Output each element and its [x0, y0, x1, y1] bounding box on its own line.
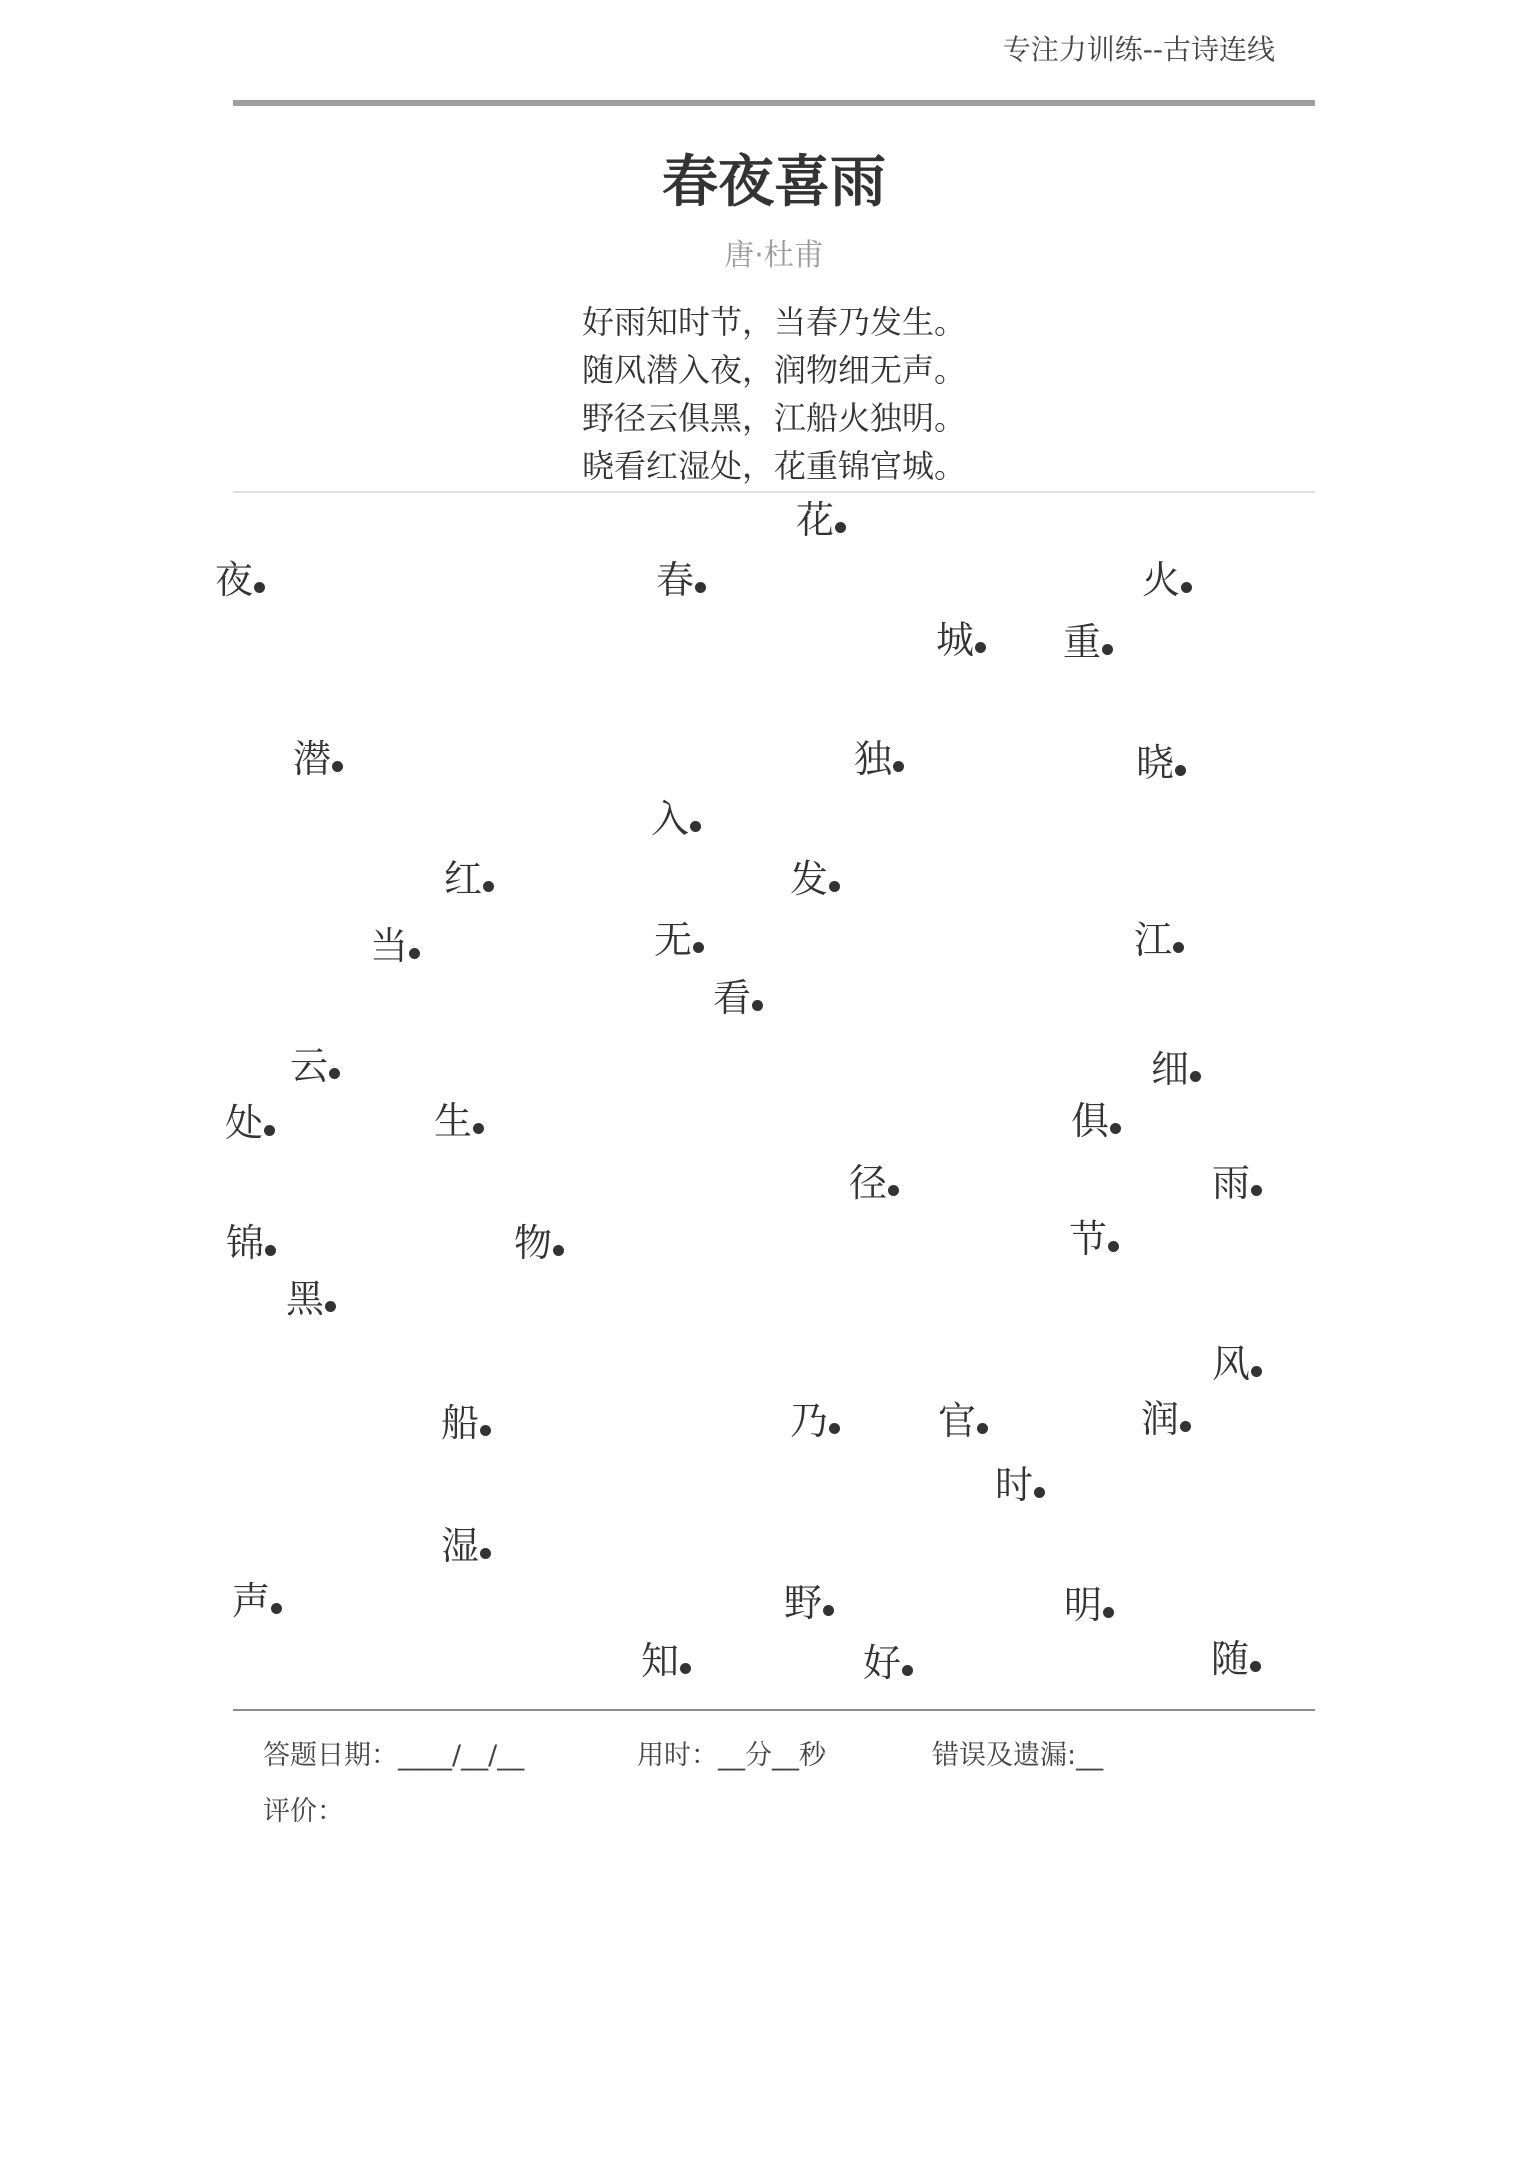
char-label: 火	[1142, 558, 1181, 602]
connector-dot[interactable]	[975, 642, 986, 653]
rating-field[interactable]: 评价：	[263, 1796, 344, 1827]
char-label: 野	[784, 1581, 823, 1625]
connector-dot[interactable]	[1251, 1366, 1262, 1377]
connector-dot[interactable]	[254, 582, 265, 593]
char-node[interactable]	[226, 1220, 276, 1266]
char-node[interactable]	[854, 736, 904, 782]
connector-dot[interactable]	[693, 942, 704, 953]
char-label: 处	[225, 1101, 264, 1145]
char-label: 润	[1141, 1397, 1180, 1441]
char-label: 潜	[293, 737, 332, 781]
char-label: 船	[441, 1401, 480, 1445]
char-label: 江	[1134, 918, 1173, 962]
char-node[interactable]	[713, 975, 763, 1021]
char-node[interactable]	[293, 736, 343, 782]
connector-dot[interactable]	[829, 1423, 840, 1434]
connector-dot[interactable]	[829, 881, 840, 892]
char-label: 时	[995, 1463, 1034, 1507]
char-node[interactable]	[215, 557, 265, 603]
time-used-field[interactable]: 用时：__分__秒	[637, 1740, 826, 1771]
char-node[interactable]	[1141, 1396, 1191, 1442]
char-label: 春	[656, 558, 695, 602]
char-node[interactable]	[225, 1100, 275, 1146]
char-label: 当	[370, 924, 409, 968]
connector-dot[interactable]	[1190, 1071, 1201, 1082]
char-node[interactable]	[995, 1462, 1045, 1508]
connector-dot[interactable]	[473, 1123, 484, 1134]
char-label: 节	[1069, 1217, 1108, 1261]
char-label: 看	[713, 976, 752, 1020]
char-label: 发	[790, 857, 829, 901]
char-node[interactable]	[1211, 1636, 1261, 1682]
char-label: 锦	[226, 1221, 265, 1265]
char-label: 重	[1063, 620, 1102, 664]
connector-dot[interactable]	[977, 1423, 988, 1434]
char-node[interactable]	[370, 923, 420, 969]
char-node[interactable]	[1069, 1216, 1119, 1262]
char-node[interactable]	[1212, 1341, 1262, 1387]
char-node[interactable]	[1212, 1160, 1262, 1206]
char-node[interactable]	[232, 1578, 282, 1624]
char-node[interactable]	[514, 1220, 564, 1266]
char-node[interactable]	[656, 557, 706, 603]
poem-line: 野径云俱黑，江船火独明。	[581, 399, 966, 437]
char-label: 随	[1211, 1637, 1250, 1681]
connector-dot[interactable]	[553, 1245, 564, 1256]
connector-dot[interactable]	[902, 1665, 913, 1676]
answer-date-field[interactable]: 答题日期：____/__/__	[263, 1740, 525, 1771]
char-node[interactable]	[444, 856, 494, 902]
connector-dot[interactable]	[1034, 1487, 1045, 1498]
char-label: 物	[514, 1221, 553, 1265]
connector-dot[interactable]	[888, 1185, 899, 1196]
header-label: 专注力训练--古诗连线	[1002, 33, 1275, 66]
connector-dot[interactable]	[1108, 1241, 1119, 1252]
char-label: 径	[849, 1161, 888, 1205]
char-label: 俱	[1071, 1099, 1110, 1143]
char-label: 乃	[790, 1399, 829, 1443]
connector-dot[interactable]	[1103, 1607, 1114, 1618]
connector-dot[interactable]	[1173, 942, 1184, 953]
connector-dot[interactable]	[695, 582, 706, 593]
connector-dot[interactable]	[1181, 582, 1192, 593]
connector-dot[interactable]	[264, 1125, 275, 1136]
char-node[interactable]	[286, 1276, 336, 1322]
connector-dot[interactable]	[1251, 1185, 1262, 1196]
connector-dot[interactable]	[483, 881, 494, 892]
connector-dot[interactable]	[409, 948, 420, 959]
char-label: 晓	[1136, 741, 1175, 785]
char-node[interactable]	[784, 1580, 834, 1626]
char-label: 好	[863, 1641, 902, 1685]
connector-dot[interactable]	[823, 1605, 834, 1616]
char-label: 明	[1064, 1583, 1103, 1627]
poem-title: 春夜喜雨	[662, 150, 886, 215]
char-node[interactable]	[936, 617, 986, 663]
char-node[interactable]	[790, 1398, 840, 1444]
poem-line: 好雨知时节，当春乃发生。	[581, 303, 966, 341]
connector-dot[interactable]	[271, 1603, 282, 1614]
char-node[interactable]	[641, 1638, 691, 1684]
connector-dot[interactable]	[680, 1663, 691, 1674]
connector-dot[interactable]	[752, 1000, 763, 1011]
char-node[interactable]	[1142, 557, 1192, 603]
connector-dot[interactable]	[1175, 765, 1186, 776]
char-label: 花	[796, 498, 835, 542]
connector-dot[interactable]	[1180, 1421, 1191, 1432]
connector-dot[interactable]	[835, 522, 846, 533]
connector-dot[interactable]	[893, 761, 904, 772]
char-label: 独	[854, 737, 893, 781]
char-label: 城	[936, 618, 975, 662]
poem-author: 唐·杜甫	[724, 238, 824, 273]
char-label: 风	[1212, 1342, 1251, 1386]
char-node[interactable]	[651, 796, 701, 842]
char-node[interactable]	[1063, 619, 1113, 665]
char-node[interactable]	[441, 1523, 491, 1569]
char-label: 雨	[1212, 1161, 1251, 1205]
char-label: 声	[232, 1579, 271, 1623]
footer-divider	[233, 1709, 1315, 1711]
connector-dot[interactable]	[690, 821, 701, 832]
connector-dot[interactable]	[480, 1548, 491, 1559]
char-label: 红	[444, 857, 483, 901]
char-label: 夜	[215, 558, 254, 602]
char-node[interactable]	[849, 1160, 899, 1206]
char-node[interactable]	[434, 1098, 484, 1144]
connector-dot[interactable]	[1102, 644, 1113, 655]
connector-dot[interactable]	[325, 1301, 336, 1312]
char-label: 黑	[286, 1277, 325, 1321]
poem-line: 晓看红湿处，花重锦官城。	[581, 447, 966, 485]
char-node[interactable]	[1064, 1582, 1114, 1628]
char-node[interactable]	[654, 917, 704, 963]
char-node[interactable]	[863, 1640, 913, 1686]
char-node[interactable]	[1134, 917, 1184, 963]
poem-line: 随风潜入夜，润物细无声。	[581, 351, 966, 389]
char-label: 官	[938, 1399, 977, 1443]
char-node[interactable]	[1071, 1098, 1121, 1144]
char-label: 生	[434, 1099, 473, 1143]
char-node[interactable]	[938, 1398, 988, 1444]
errors-field[interactable]: 错误及遗漏:__	[932, 1740, 1104, 1771]
char-label: 入	[651, 797, 690, 841]
char-node[interactable]	[796, 497, 846, 543]
char-node[interactable]	[290, 1043, 340, 1089]
connector-dot[interactable]	[480, 1425, 491, 1436]
char-label: 细	[1151, 1047, 1190, 1091]
char-label: 无	[654, 918, 693, 962]
connector-dot[interactable]	[332, 761, 343, 772]
char-label: 知	[641, 1639, 680, 1683]
char-node[interactable]	[441, 1400, 491, 1446]
char-label: 云	[290, 1044, 329, 1088]
connector-dot[interactable]	[329, 1068, 340, 1079]
connector-dot[interactable]	[265, 1245, 276, 1256]
connector-dot[interactable]	[1110, 1123, 1121, 1134]
connector-dot[interactable]	[1250, 1661, 1261, 1672]
char-label: 湿	[441, 1524, 480, 1568]
char-node[interactable]	[1136, 740, 1186, 786]
char-node[interactable]	[790, 856, 840, 902]
char-node[interactable]	[1151, 1046, 1201, 1092]
